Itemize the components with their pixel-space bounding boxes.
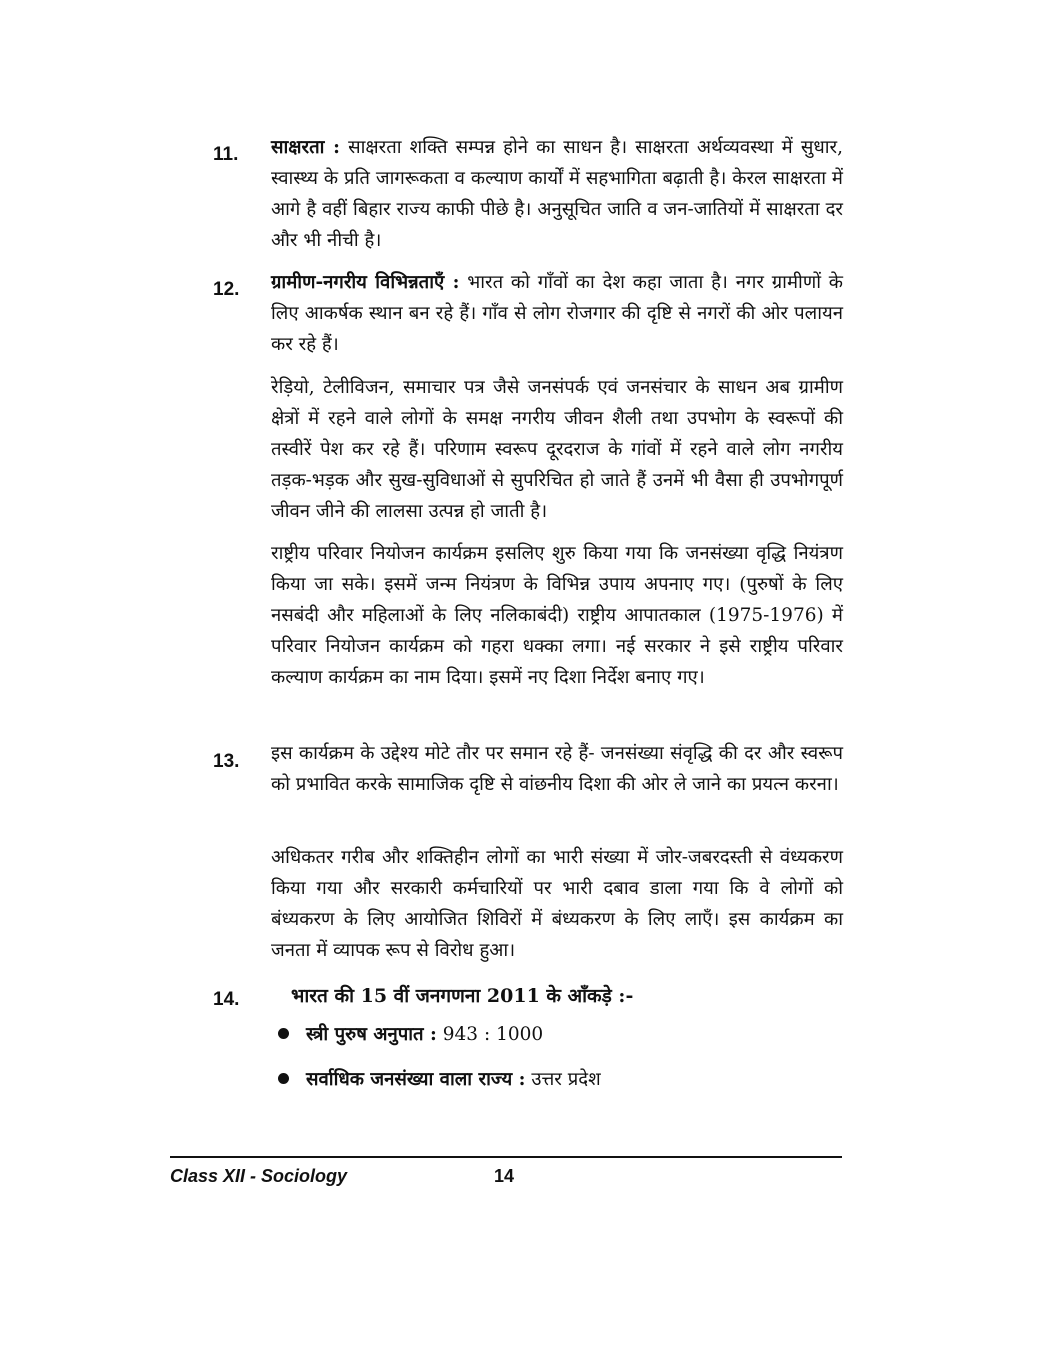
bullet-value: उत्तर प्रदेश xyxy=(531,1069,601,1090)
item-11-heading: साक्षरता : xyxy=(271,137,340,158)
bullet-most-populous-state xyxy=(278,1064,601,1095)
item-12-heading: ग्रामीण-नगरीय विभिन्नताएँ : xyxy=(271,272,460,293)
item-12-paragraph xyxy=(271,267,843,360)
bullet-sex-ratio xyxy=(278,1019,543,1050)
bullet-label: स्त्री पुरुष अनुपात : xyxy=(306,1024,437,1045)
footer-divider xyxy=(170,1156,842,1158)
item-13-paragraph-2: अधिकतर गरीब और शक्तिहीन लोगों का भारी संख्या में जोर-जबरदस्ती से वंध्यकरण किया गया और सरकारी कर्मचारियों पर भारी दबाव डाला गया कि वे लोगों को बंध्यकरण के लिए आयोजित शिविरों में बंध्यकरण के लिए लाएँ। इस कार्यक्रम का जनता में व्यापक रूप से विरोध हुआ। xyxy=(271,847,843,961)
item-12-paragraph-2: रेड़ियो, टेलीविजन, समाचार पत्र जैसे जनसंपर्क एवं जनसंचार के साधन अब ग्रामीण क्षेत्रों में रहने वाले लोगों के समक्ष नगरीय जीवन शैली तथा उपभोग के स्वरूपों की तस्वीरें पेश कर रहे हैं। परिणाम स्वरूप दूरदराज के गांवों में रहने वाले लोग नगरीय तड़क-भड़क और सुख-सुविधाओं से सुपरिचित हो जाते हैं उनमें भी वैसा ही उपभोगपूर्ण जीवन जीने की लालसा उत्पन्न हो जाती है। xyxy=(271,377,843,522)
item-11-text: साक्षरता शक्ति सम्पन्न होने का साधन है। साक्षरता अर्थव्यवस्था में सुधार, स्वास्थ्य के प्रति जागरूकता व कल्याण कार्यों में सहभागिता बढ़ाती है। केरल साक्षरता में आगे है वहीं बिहार राज्य काफी पीछे है। अनुसूचित जाति व जन-जातियों में साक्षरता दर और भी नीची है। xyxy=(271,137,843,251)
item-number-13: 13. xyxy=(213,751,240,772)
item-number-14: 14. xyxy=(213,989,240,1010)
item-13-paragraph: इस कार्यक्रम के उद्देश्य मोटे तौर पर समान रहे हैं- जनसंख्या संवृद्धि की दर और स्वरूप को प्रभावित करके सामाजिक दृष्टि से वांछनीय दिशा की ओर ले जाने का प्रयत्न करना। xyxy=(271,743,843,795)
bullet-dot-icon xyxy=(278,1028,289,1039)
bullet-dot-icon xyxy=(278,1073,289,1084)
item-11-paragraph xyxy=(271,132,843,256)
item-12-paragraph-3: राष्ट्रीय परिवार नियोजन कार्यक्रम इसलिए शुरु किया गया कि जनसंख्या वृद्धि नियंत्रण किया जा सके। इसमें जन्म नियंत्रण के विभिन्न उपाय अपनाए गए। (पुरुषों के लिए नसबंदी और महिलाओं के लिए नलिकाबंदी) राष्ट्रीय आपातकाल (1975-1976) में परिवार नियोजन कार्यक्रम को गहरा धक्का लगा। नई सरकार ने इसे राष्ट्रीय परिवार कल्याण कार्यक्रम का नाम दिया। इसमें नए दिशा निर्देश बनाए गए। xyxy=(271,543,843,688)
footer-page-number: 14 xyxy=(494,1166,515,1186)
item-12-text: भारत को गाँवों का देश कहा जाता है। नगर ग्रामीणों के लिए आकर्षक स्थान बन रहे हैं। गाँव से लोग रोजगार की दृष्टि से नगरों की ओर पलायन कर रहे हैं। xyxy=(271,272,843,355)
footer-class-label: Class XII - Sociology xyxy=(170,1166,348,1186)
bullet-value: 943 : 1000 xyxy=(442,1024,544,1045)
item-number-12: 12. xyxy=(213,279,240,300)
bullet-label: सर्वाधिक जनसंख्या वाला राज्य : xyxy=(306,1069,526,1090)
item-14-heading: भारत की 15 वीं जनगणना 2011 के आँकड़े :- xyxy=(291,985,634,1007)
item-number-11: 11. xyxy=(213,144,239,165)
